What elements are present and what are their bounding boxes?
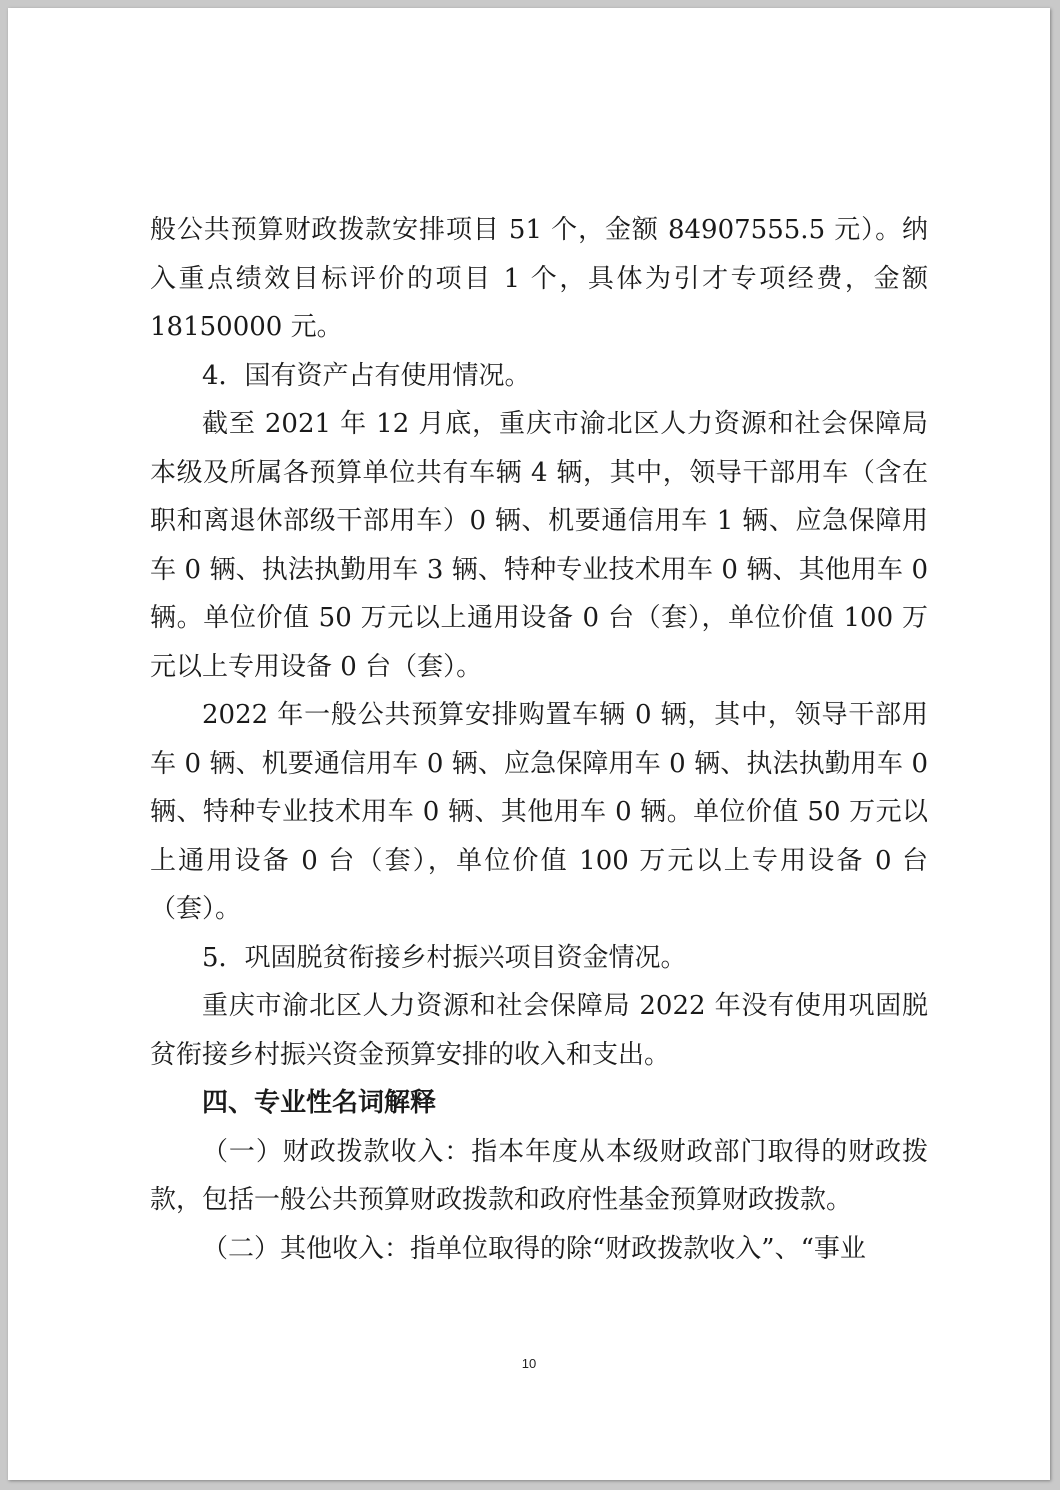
page-number: 10 <box>521 1356 537 1371</box>
term-fiscal-appropriation: （一）财政拨款收入：指本年度从本级财政部门取得的财政拨款，包括一般公共预算财政拨款和政府性基金预算财政拨款。 <box>150 1136 928 1215</box>
asset-vehicles-paragraph: 截至 2021 年 12 月底，重庆市渝北区人力资源和社会保障局本级及所属各预算单位共有车辆 4 辆，其中，领导干部用车（含在职和离退休部级干部用车）0 辆、机要通信用车 1 辆、应急保障用车 0 辆、执法执勤用车 3 辆、特种专业技术用车 0 辆、其他用车 0 辆。单位价值 50 万元以上通用设备 0 台（套），单位价值 100 万元以上专用设备 0 台（套）。 <box>150 409 928 682</box>
asset-purchase-paragraph: 2022 年一般公共预算安排购置车辆 0 辆，其中，领导干部用车 0 辆、机要通信用车 0 辆、应急保障用车 0 辆、执法执勤用车 0 辆、特种专业技术用车 0 辆、其他用车 0 辆。单位价值 50 万元以上通用设备 0 台（套），单位价值 100 万元以上专用设备 0 台（套）。 <box>150 700 928 924</box>
asset-usage-heading: 4．国有资产占有使用情况。 <box>202 360 531 391</box>
term-other-income: （二）其他收入：指单位取得的除“财政拨款收入”、“事业 <box>202 1233 866 1264</box>
rural-revitalization-paragraph: 重庆市渝北区人力资源和社会保障局 2022 年没有使用巩固脱贫衔接乡村振兴资金预算安排的收入和支出。 <box>150 991 928 1070</box>
rural-revitalization-heading: 5．巩固脱贫衔接乡村振兴项目资金情况。 <box>202 942 687 973</box>
document-body <box>150 206 928 1273</box>
section-heading-terms: 四、专业性名词解释 <box>202 1088 437 1118</box>
paragraph-continuation: 般公共预算财政拨款安排项目 51 个，金额 84907555.5 元）。纳入重点绩效目标评价的项目 1 个，具体为引才专项经费，金额 18150000 元。 <box>150 215 928 342</box>
document-page <box>8 8 1050 1480</box>
